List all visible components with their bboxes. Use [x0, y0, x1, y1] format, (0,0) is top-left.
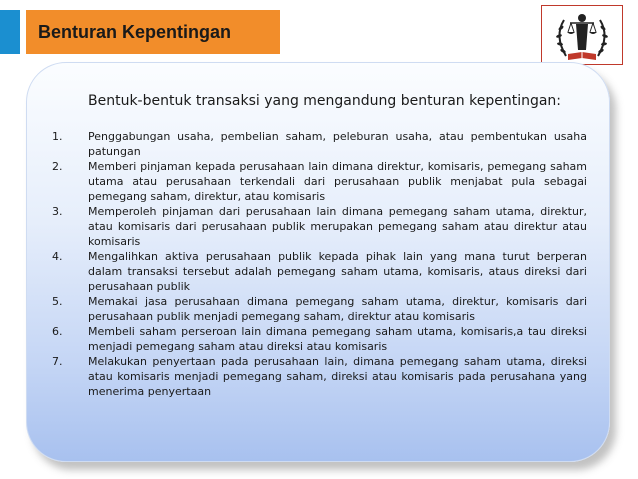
list-item-text: Melakukan penyertaan pada perusahaan lain, dimana pemegang saham utama, direksi atau komisaris menjadi pemegang saham, direksi atau komisaris pada perusahana yang menerima penyertaan — [88, 355, 587, 398]
list-item-text: Membeli saham perseroan lain dimana pemegang saham utama, komisaris,a tau direksi menjadi pemegang saham atau direksi atau komisaris — [88, 325, 587, 353]
list-item-number: 2. — [52, 160, 63, 173]
intro-text: Bentuk-bentuk transaksi yang mengandung benturan kepentingan: — [88, 93, 562, 109]
list-item-text: Penggabungan usaha, pembelian saham, peleburan usaha, atau pembentukan usaha patungan — [88, 130, 587, 158]
title-bar — [26, 10, 280, 54]
list-item-number: 4. — [52, 250, 63, 263]
transaction-list — [52, 129, 587, 399]
list-item-number: 6. — [52, 325, 63, 338]
list-item-number: 3. — [52, 205, 63, 218]
list-item-text: Memakai jasa perusahaan dimana pemegang saham utama, direktur, komisaris dari perusahaan publik menjadi pemegang saham, direktur atau komisaris — [88, 295, 587, 323]
list-item — [52, 249, 587, 294]
list-item — [52, 159, 587, 204]
list-item-number: 7. — [52, 355, 63, 368]
list-item-text: Memberi pinjaman kepada perusahaan lain dimana direktur, komisaris, pemegang saham utama atau perusahaan terkendali dari perusahaan publik menjabat pula sebagai pemegang saham, direktur, atau komisaris — [88, 160, 587, 203]
list-item-number: 5. — [52, 295, 63, 308]
list-item — [52, 354, 587, 399]
header-side-bar — [0, 10, 20, 54]
list-item — [52, 324, 587, 354]
list-item-number: 1. — [52, 130, 63, 143]
list-item-text: Mengalihkan aktiva perusahaan publik kepada pihak lain yang mana turut berperan dalam transaksi tersebut adalah pemegang saham utama, komisaris, ataus direksi dari perusahaan publik — [88, 250, 587, 293]
list-item — [52, 204, 587, 249]
page-title: Benturan Kepentingan — [38, 21, 232, 42]
list-item — [52, 294, 587, 324]
list-item — [52, 129, 587, 159]
scales-of-justice-logo-icon — [541, 5, 623, 65]
list-item-text: Memperoleh pinjaman dari perusahaan lain dimana pemegang saham utama, direktur, atau komisaris dari perusahaan publik merupakan pemegang saham atau direktur atau komisaris — [88, 205, 587, 248]
